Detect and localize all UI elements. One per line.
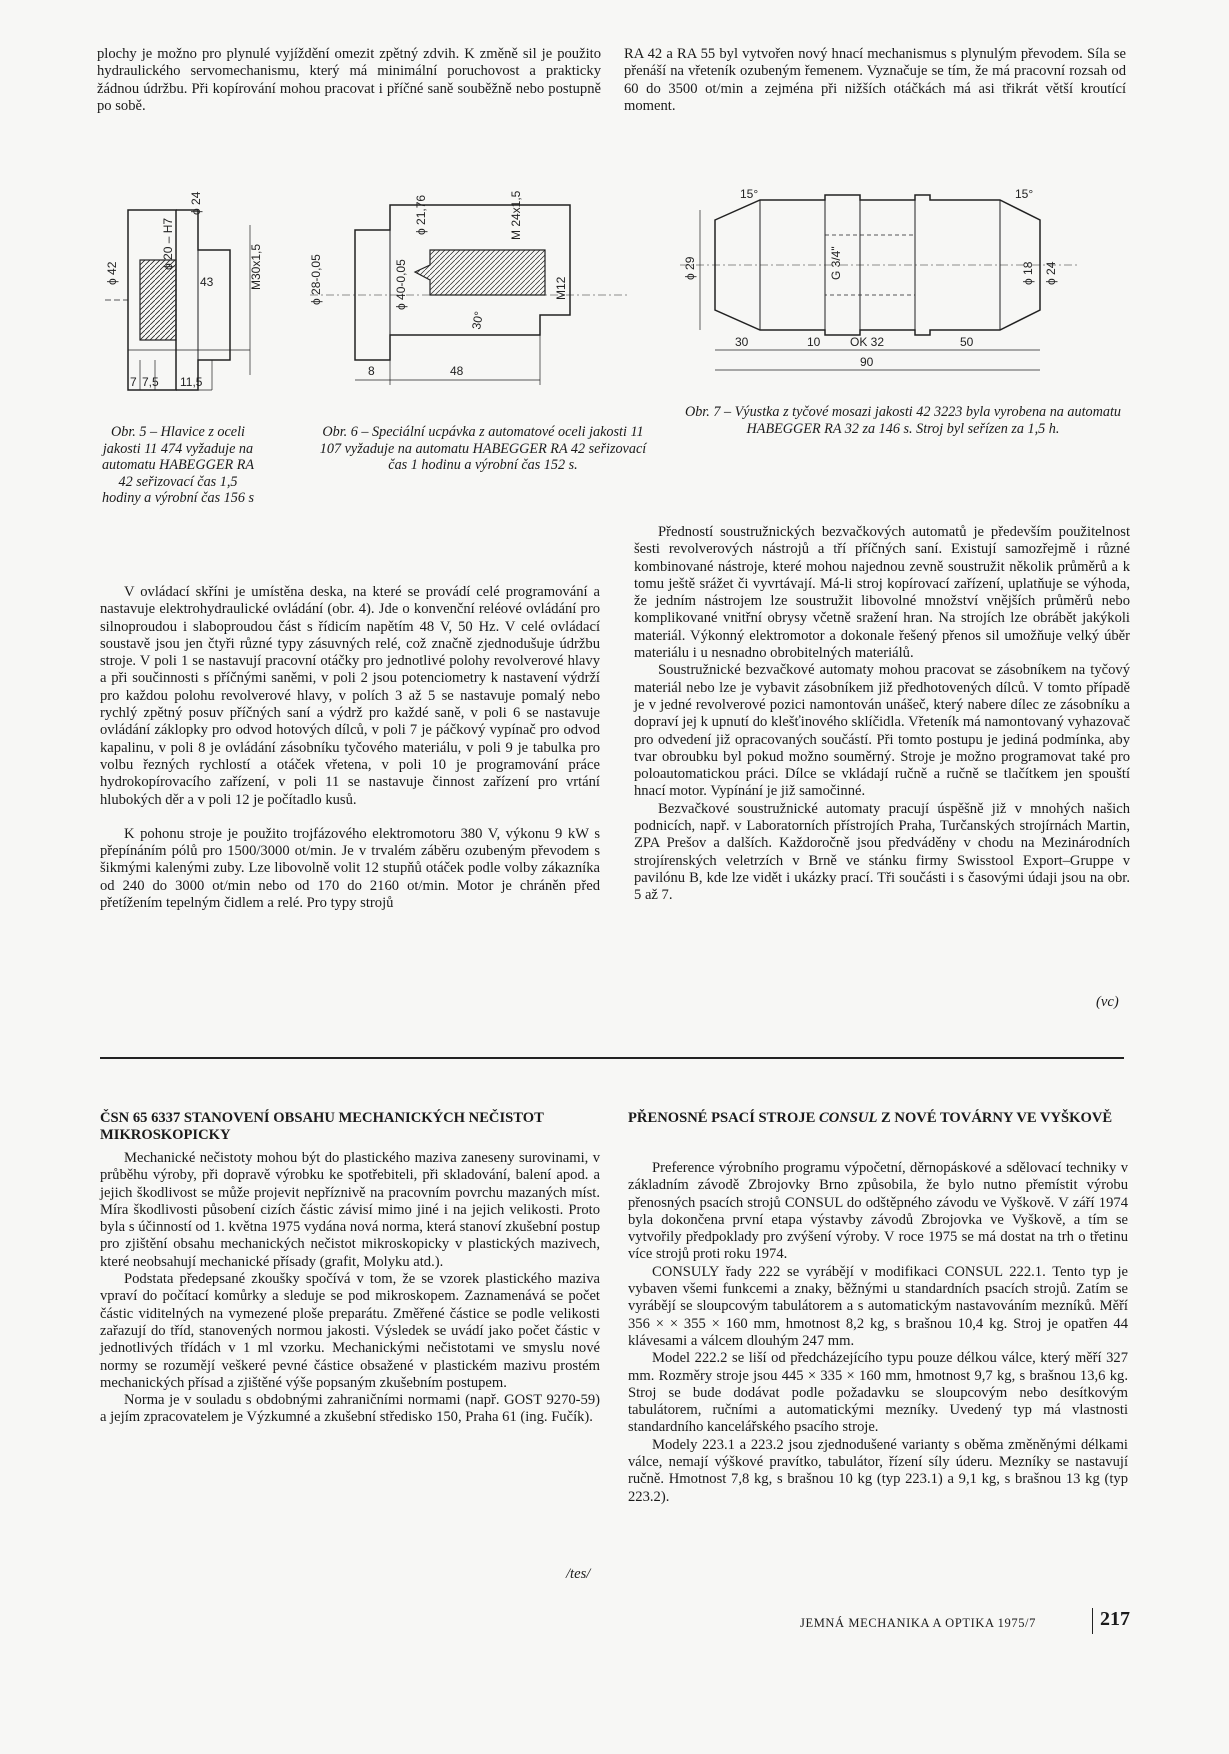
article-2-title: ČSN 65 6337 STANOVENÍ OBSAHU MECHANICKÝCH NEČISTOT MIKROSKOPICKY [100,1110,544,1143]
section-divider [100,1057,1124,1059]
fig5-d24: ϕ 24 [189,191,203,215]
signature-tes: /tes/ [566,1566,591,1582]
fig6-d40: ϕ 40-0,05 [394,259,408,310]
figure-6-drawing [300,185,660,395]
paragraph: V ovládací skříni je umístěna deska, na které se provádí celé programování a nastavuje elektrohydraulické ovládání (obr. 4). Jde o konvenční reléové ovládání pro silnoproudou i slaboproudou část s řídicím napětím 48 V, 50 Hz. V celé ovládací soustavě jsou jen čtyři různé typy zásuvných relé, což značně zjednodušuje údržbu stroje. V poli 1 se nastavují pracovní otáčky pro jednotlivé polohy revolverové hlavy a při součinnosti s příčnými saněmi, v poli 2 jsou potenciometry k nastavení výdrží pro každou polohu revolverové hlavy, v polích 3 až 5 se nastavuje pomalý nebo rychlý zpětný posuv příčných saní a výdrž pro každé saně, v poli 6 se nastavuje ovládání záklopky pro odvod hotových dílců, v poli 7 je páčkový vypínač pro odvod kapalinu, v poli 8 je ovládání zásobníku tyčového materiálu, v poli 9 je tabulka pro volbu řezných rychlostí a otáček vřetena, v poli 10 je programování práce hydrokopírovacího zařízení, v poli 11 se nastavuje činnost zařízení pro vrtání hlubokých děr a v poli 12 je počítadlo kusů. [100,584,600,808]
fig6-30deg: 30° [469,310,487,331]
journal-footer: JEMNÁ MECHANIKA A OPTIKA 1975/7 [800,1616,1036,1630]
footer-divider [1092,1608,1093,1634]
fig5-43: 43 [200,275,214,289]
article-2-body [100,1150,600,1427]
paragraph: K pohonu stroje je použito trojfázového elektromotoru 380 V, výkonu 9 kW s přepínáním pólů pro 1500/3000 ot/min. Je v trvalém záběru ozubeným převodem s šikmými kalenými zuby. Lze libovolně volit 12 stupňů otáček podle volby zákazníka od 240 do 3000 ot/min nebo od 170 do 2160 ot/min. Motor je chráněn před přetížením tepelným čidlem a relé. Pro typy strojů [100,825,600,912]
left-column-body [100,584,600,912]
paragraph: Soustružnické bezvačkové automaty mohou pracovat se zásobníkem na tyčový materiál nebo lze je vybavit zásobníkem již předhotovených dílců. V tomto případě je v jedné revolverové pozici namontován unášeč, který nabere dílec ze zásobníku a dopraví jej k upnutí do klešťinového sklíčidla. Vřeteník má namontovaný vyhazovač pro odvedení již opracovaných součástí. Při tomto postupu je jediná podmínka, aby tvar obroubku byl pokud možno souměrný. Stroje je možno programovat také pro poloautomatickou práci. Dílce se vkládají ručně a ručně se tlačítkem jen spouští hnací motor. Vypínání je již samočinné. [634,662,1130,800]
paragraph: Bezvačkové soustružnické automaty pracují úspěšně již v mnohých našich podnicích, např. v Laboratorních přístrojích Praha, Turčanských strojírnách Martin, ZPA Prešov a dalších. Každoročně jsou předváděny v chodu na Mezinárodních strojírenských veletrzích v Brně ve stánku firmy Swisstool Export–Gruppe v pavilónu B, kde lze vidět i ukázky prací. Tři součásti i s časovými údaji jsou na obr. 5 až 7. [634,800,1130,904]
page-number: 217 [1100,1608,1130,1630]
figure-5-drawing [100,190,270,415]
paragraph: Model 222.2 se liší od předcházejícího typu pouze délkou válce, který měří 327 mm. Rozměry stroje jsou 445 × 335 × 160 mm, hmotnost 9,7 kg, s brašnou 13,6 kg. Stroj se bude dodávat podle požadavku se sloupcovým nebo desítkovým tabulátorem, ručními a automatickými mezníky. Uvedený typ má vlastnosti standardního kancelářského psacího stroje. [628,1350,1128,1436]
fig6-m24: M 24x1,5 [509,190,523,240]
paragraph: Preference výrobního programu výpočetní, děrnopáskové a sdělovací techniky v základním závodě Zbrojovky Brno způsobila, že bylo nutno přemístit výrobu přenosných psacích strojů CONSUL do odštěpného závodu ve Vyškově. V září 1974 byla dokončena první etapa výstavby závodů Zbrojovka ve Vyškově, a tím se vytvořily předpoklady pro zvýšení výroby. V roce 1975 se má dostat na trh o třetinu více strojů proti roku 1974. [628,1160,1128,1263]
paragraph: Podstata předepsané zkoušky spočívá v tom, že se vzorek plastického maziva vpraví do počítací komůrky a sleduje se pod mikroskopem. Zaznamenává se počet částic viditelných na vymezené ploše preparátu. Změřené částice se podle velikosti zařazují do tříd, stanovených normou jakosti. Výsledek se uvádí jako počet částic v jednotlivých třídách v 1 ml vzorku. Mechanickými nečistotami ve smyslu nové normy se rozumějí veškeré pevné částice obsažené v plastickém mazivu prostém mechanických přísad a zjištěné výše popsaným zkušebním postupem. [100,1271,600,1391]
fig7-30: 30 [735,335,749,349]
fig7-d18: ϕ 18 [1021,261,1035,285]
article-3-title: PŘENOSNÉ PSACÍ STROJE CONSUL Z NOVÉ TOVÁRNY VE VYŠKOVĚ [628,1110,1113,1126]
fig7-90: 90 [860,355,874,369]
fig5-d20: ϕ 20 – H7 [161,217,175,270]
fig6-48: 48 [450,364,464,378]
fig7-15a: 15° [740,187,759,201]
fig7-50: 50 [960,335,974,349]
fig6-m12: M12 [554,276,568,300]
fig6-8: 8 [368,364,375,378]
fig6-d2176: ϕ 21,76 [414,194,428,235]
paragraph: CONSULY řady 222 se vyrábějí v modifikaci CONSUL 222.1. Tento typ je vybaven všemi funkcemi a znaky, běžnými u standardních psacích strojů. Zatím se vyrábějí se sloupcovým tabulátorem a s automatickým nastavováním mezníků. Měří 356 × × 355 × 160 mm, hmotnost 8,2 kg, s brašnou 10,4 kg. Stroj je opatřen 44 klávesami a válcem dlouhým 247 mm. [628,1263,1128,1349]
paragraph: Mechanické nečistoty mohou být do plastického maziva zaneseny surovinami, v průběhu výroby, při dopravě výrobku ke spotřebiteli, při skladování, balení apod. a jejich škodlivost se může projevit nepříznivě na pracovním povrchu mazaných míst. Míra škodlivosti působení cizích částic závisí mimo jiné i na jejich velikosti. Proto byla s účinností od 1. května 1975 vydána nová norma, která stanoví zkušební postup pro zjištění obsahu mechanických nečistot mikroskopicky v plastických mazivech, které neobsahují mechanické přísady (grafit, Molyku atd.). [100,1150,600,1270]
fig7-15b: 15° [1015,187,1034,201]
figure-6-caption: Obr. 6 – Speciální ucpávka z automatové oceli jakosti 11 107 vyžaduje na automatu HABEGGER RA 42 seřizovací čas 1 hodinu a výrobní čas 152 s. [319,424,647,474]
paragraph: Norma je v souladu s obdobnými zahraničními normami (např. GOST 9270-59) a jejím zpracovatelem je Výzkumné a zkušební středisko 150, Praha 61 (ing. Fučík). [100,1392,600,1426]
fig5-7: 7 [130,375,137,389]
fig6-d28: ϕ 28-0,05 [309,254,323,305]
fig5-115: 11,5 [180,375,203,389]
figure-7-caption: Obr. 7 – Výustka z tyčové mosazi jakosti 42 3223 byla vyrobena na automatu HABEGGER RA 32 za 146 s. Stroj byl seřízen za 1,5 h. [684,404,1122,437]
article-3-body [628,1160,1128,1506]
fig7-10: 10 [807,335,821,349]
paragraph: Modely 223.1 a 223.2 jsou zjednodušené varianty s oběma změněnými délkami válce, nemají výškové pravítko, tabulátor, řízení síly úderu. Mezníky se nastavují ručně. Hmotnost 7,8 kg, s brašnou 10 kg (typ 223.1) a 9,1 kg, s brašnou 13 kg (typ 223.2). [628,1436,1128,1505]
fig7-g34: G 3/4" [829,246,843,280]
fig5-75: 7,5 [142,375,159,389]
figure-5-caption: Obr. 5 – Hlavice z oceli jakosti 11 474 vyžaduje na automatu HABEGGER RA 42 seřizovací čas 1,5 hodiny a výrobní čas 156 s [101,424,255,507]
right-column-body [634,524,1130,905]
signature-vc: (vc) [1096,994,1119,1010]
figure-7-drawing [660,180,1100,375]
fig7-ok32: OK 32 [850,335,885,349]
fig7-d24: ϕ 24 [1044,261,1058,285]
fig7-d29: ϕ 29 [683,256,697,280]
fig5-d42: ϕ 42 [105,261,119,285]
top-left-paragraph: plochy je možno pro plynulé vyjíždění omezit zpětný zdvih. K změně sil je použito hydraulického servomechanismu, který má minimální poruchovost a prakticky žádnou údržbu. Při kopírování mohou pracovat i příčné saně souběžně nebo postupně po sobě. [97,46,601,114]
fig5-m30: M30x1,5 [249,243,263,290]
top-right-paragraph: RA 42 a RA 55 byl vytvořen nový hnací mechanismus s plynulým převodem. Síla se přenáší na vřeteník ozubeným řemenem. Vyznačuje se tím, že má pracovní rozsah od 60 do 3500 ot/min a zejména při nižších otáčkách má asi třikrát větší kroutící moment. [624,46,1126,114]
paragraph: Předností soustružnických bezvačkových automatů je především použitelnost šesti revolverových nástrojů a tří příčných saní. Existují samozřejmě i různé kombinované nástroje, které mohou najednou zevně soustružit několik průměrů a k tomu ještě srážet či vyvrtávají. Má-li stroj kopírovací zařízení, uplatňuje se výhoda, že jedním nástrojem lze soustružit libovolné množství vnějších průměrů nebo komplikované vnitřní obrysy včetně sražení hran. Na strojích lze obrábět jakýkoli materiál. Výkonný elektromotor a dokonale řešený přenos sil umožňuje velký úběr materiálu i u nesnadno obrobitelných materiálů. [634,524,1130,662]
